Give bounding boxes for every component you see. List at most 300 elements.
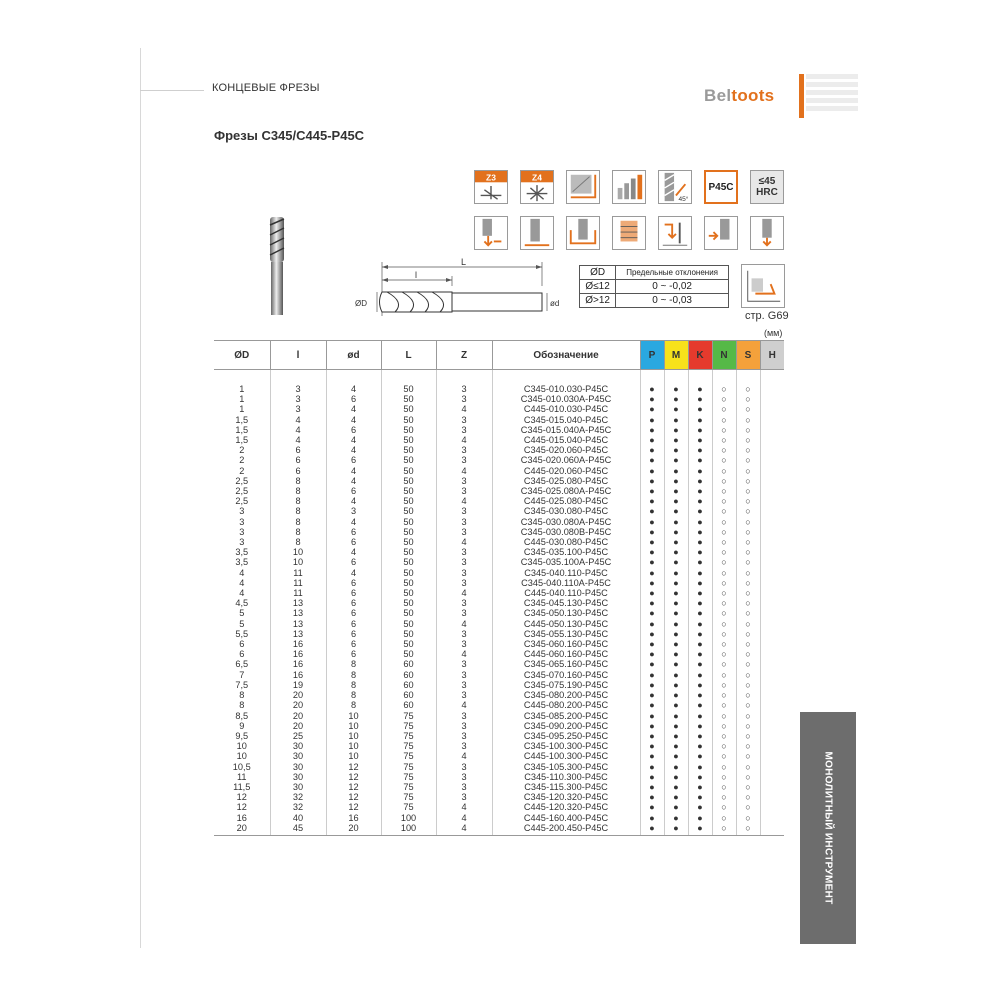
cell-l-cut: 13: [270, 608, 326, 618]
cell-s: ○: [736, 731, 760, 741]
cell-s: ○: [736, 721, 760, 731]
cell-n: ○: [712, 455, 736, 465]
cell-shank-d: 12: [326, 792, 381, 802]
header-h: H: [760, 341, 784, 370]
cell-shank-d: 6: [326, 619, 381, 629]
cell-n: ○: [712, 619, 736, 629]
cell-k: ●: [688, 527, 712, 537]
table-row: [214, 619, 784, 629]
cell-s: ○: [736, 486, 760, 496]
cell-shank-d: 12: [326, 782, 381, 792]
cell-shank-d: 4: [326, 496, 381, 506]
table-row: [214, 537, 784, 547]
cell-z: 3: [436, 415, 492, 425]
cell-p: ●: [640, 537, 664, 547]
cell-p: ●: [640, 527, 664, 537]
spacer-cell: [492, 370, 640, 385]
cell-od: 1,5: [214, 425, 270, 435]
cell-od: 11: [214, 772, 270, 782]
cell-p: ●: [640, 557, 664, 567]
cell-n: ○: [712, 445, 736, 455]
end-cell: [712, 833, 736, 836]
cell-l-cut: 8: [270, 506, 326, 516]
cell-designation: C345-105.300-P45C: [492, 762, 640, 772]
cell-m: ●: [664, 506, 688, 516]
cell-m: ●: [664, 619, 688, 629]
section-title: КОНЦЕВЫЕ ФРЕЗЫ: [212, 82, 320, 94]
table-row: [214, 496, 784, 506]
cell-k: ●: [688, 415, 712, 425]
cell-h: [760, 700, 784, 710]
cell-h: [760, 639, 784, 649]
cell-od: 12: [214, 792, 270, 802]
end-cell: [664, 833, 688, 836]
cell-k: ●: [688, 772, 712, 782]
cell-n: ○: [712, 415, 736, 425]
cell-m: ●: [664, 813, 688, 823]
spacer-cell: [436, 370, 492, 385]
cell-l-cut: 11: [270, 568, 326, 578]
cell-shank-d: 6: [326, 557, 381, 567]
cell-z: 4: [436, 802, 492, 812]
cell-k: ●: [688, 466, 712, 476]
cell-s: ○: [736, 496, 760, 506]
cell-designation: C345-040.110A-P45C: [492, 578, 640, 588]
cell-k: ●: [688, 670, 712, 680]
cell-od: 16: [214, 813, 270, 823]
table-row: [214, 639, 784, 649]
table-row: [214, 721, 784, 731]
cell-h: [760, 517, 784, 527]
cell-designation: C445-020.060-P45C: [492, 466, 640, 476]
cell-z: 3: [436, 772, 492, 782]
cell-k: ●: [688, 721, 712, 731]
cell-k: ●: [688, 649, 712, 659]
cell-designation: C445-030.080-P45C: [492, 537, 640, 547]
square-end-icon: [566, 170, 600, 204]
cell-k: ●: [688, 476, 712, 486]
tol-value: 0 ~ -0,03: [616, 294, 729, 308]
table-row: [214, 598, 784, 608]
table-row: [214, 415, 784, 425]
cell-h: [760, 721, 784, 731]
cell-s: ○: [736, 690, 760, 700]
cell-h: [760, 496, 784, 506]
cell-designation: C345-015.040A-P45C: [492, 425, 640, 435]
cell-shank-d: 8: [326, 690, 381, 700]
cell-m: ●: [664, 445, 688, 455]
cell-m: ●: [664, 649, 688, 659]
hardness-label: ≤45 HRC: [756, 176, 778, 198]
contour-icon: [612, 216, 646, 250]
cell-k: ●: [688, 690, 712, 700]
cell-m: ●: [664, 466, 688, 476]
cell-designation: C445-200.450-P45C: [492, 823, 640, 833]
cell-m: ●: [664, 578, 688, 588]
cell-m: ●: [664, 731, 688, 741]
cell-z: 3: [436, 731, 492, 741]
table-row: [214, 659, 784, 669]
cell-h: [760, 619, 784, 629]
cell-length: 60: [381, 690, 436, 700]
cell-designation: C445-080.200-P45C: [492, 700, 640, 710]
cell-p: ●: [640, 517, 664, 527]
table-row: [214, 588, 784, 598]
cell-s: ○: [736, 394, 760, 404]
cell-n: ○: [712, 506, 736, 516]
cell-n: ○: [712, 496, 736, 506]
cell-k: ●: [688, 404, 712, 414]
table-row: [214, 741, 784, 751]
cell-shank-d: 10: [326, 711, 381, 721]
z3-flutes-icon: [474, 170, 508, 204]
cell-m: ●: [664, 772, 688, 782]
cell-od: 2,5: [214, 496, 270, 506]
table-row: [214, 649, 784, 659]
cell-n: ○: [712, 731, 736, 741]
header-k: K: [688, 341, 712, 370]
cell-length: 60: [381, 700, 436, 710]
cell-k: ●: [688, 802, 712, 812]
cell-m: ●: [664, 598, 688, 608]
cell-z: 3: [436, 762, 492, 772]
cell-z: 3: [436, 547, 492, 557]
cell-length: 50: [381, 629, 436, 639]
cell-l-cut: 13: [270, 619, 326, 629]
cell-designation: C345-010.030-P45C: [492, 384, 640, 394]
cell-p: ●: [640, 690, 664, 700]
cell-s: ○: [736, 384, 760, 394]
cell-p: ●: [640, 711, 664, 721]
table-row: [214, 476, 784, 486]
cell-l-cut: 16: [270, 659, 326, 669]
cell-l-cut: 10: [270, 557, 326, 567]
cell-n: ○: [712, 649, 736, 659]
header-n: N: [712, 341, 736, 370]
cell-shank-d: 6: [326, 527, 381, 537]
cell-k: ●: [688, 486, 712, 496]
cell-shank-d: 4: [326, 547, 381, 557]
cell-od: 10: [214, 751, 270, 761]
cell-p: ●: [640, 486, 664, 496]
cell-shank-d: 6: [326, 629, 381, 639]
cell-z: 3: [436, 455, 492, 465]
cell-od: 7,5: [214, 680, 270, 690]
cell-shank-d: 6: [326, 537, 381, 547]
cell-z: 3: [436, 394, 492, 404]
cell-k: ●: [688, 619, 712, 629]
cell-length: 75: [381, 731, 436, 741]
cell-od: 12: [214, 802, 270, 812]
cell-length: 75: [381, 762, 436, 772]
cell-od: 8: [214, 690, 270, 700]
table-row: [214, 680, 784, 690]
tolerance-graph-icon: [741, 264, 785, 308]
cell-n: ○: [712, 435, 736, 445]
cell-z: 4: [436, 537, 492, 547]
cell-od: 10: [214, 741, 270, 751]
cell-shank-d: 20: [326, 823, 381, 833]
cell-l-cut: 4: [270, 435, 326, 445]
cell-length: 50: [381, 404, 436, 414]
cell-h: [760, 649, 784, 659]
cell-designation: C345-070.160-P45C: [492, 670, 640, 680]
cell-l-cut: 20: [270, 711, 326, 721]
end-cell: [436, 833, 492, 836]
cell-l-cut: 6: [270, 466, 326, 476]
cell-m: ●: [664, 517, 688, 527]
product-table: [214, 340, 784, 836]
cell-z: 3: [436, 517, 492, 527]
cell-h: [760, 537, 784, 547]
cell-h: [760, 568, 784, 578]
cell-n: ○: [712, 588, 736, 598]
cell-s: ○: [736, 425, 760, 435]
cell-l-cut: 32: [270, 792, 326, 802]
cell-k: ●: [688, 547, 712, 557]
cell-s: ○: [736, 445, 760, 455]
cell-h: [760, 557, 784, 567]
cell-od: 2: [214, 445, 270, 455]
cell-p: ●: [640, 731, 664, 741]
cell-shank-d: 12: [326, 762, 381, 772]
cell-length: 50: [381, 455, 436, 465]
cell-m: ●: [664, 823, 688, 833]
cell-h: [760, 598, 784, 608]
cell-p: ●: [640, 455, 664, 465]
side-milling-icon: [520, 216, 554, 250]
cell-s: ○: [736, 762, 760, 772]
cell-od: 6,5: [214, 659, 270, 669]
cell-l-cut: 45: [270, 823, 326, 833]
cell-s: ○: [736, 823, 760, 833]
cell-od: 2,5: [214, 486, 270, 496]
table-row: [214, 568, 784, 578]
cell-l-cut: 6: [270, 445, 326, 455]
brand-bar: [799, 74, 804, 118]
cell-shank-d: 6: [326, 578, 381, 588]
cell-s: ○: [736, 782, 760, 792]
cell-n: ○: [712, 404, 736, 414]
cell-shank-d: 6: [326, 608, 381, 618]
cell-designation: C445-060.160-P45C: [492, 649, 640, 659]
cell-n: ○: [712, 598, 736, 608]
cell-p: ●: [640, 476, 664, 486]
cell-designation: C345-040.110-P45C: [492, 568, 640, 578]
table-row: [214, 711, 784, 721]
cell-p: ●: [640, 762, 664, 772]
cell-od: 20: [214, 823, 270, 833]
cell-k: ●: [688, 557, 712, 567]
cell-p: ●: [640, 598, 664, 608]
cell-n: ○: [712, 486, 736, 496]
cell-p: ●: [640, 568, 664, 578]
cell-length: 60: [381, 680, 436, 690]
header-l-cut: l: [270, 341, 326, 370]
cell-designation: C345-025.080A-P45C: [492, 486, 640, 496]
cell-l-cut: 20: [270, 690, 326, 700]
cell-m: ●: [664, 588, 688, 598]
dim-d: ød: [550, 299, 560, 308]
cell-length: 50: [381, 598, 436, 608]
header-od: ØD: [214, 341, 270, 370]
cell-od: 2: [214, 466, 270, 476]
cell-z: 3: [436, 598, 492, 608]
cell-length: 75: [381, 711, 436, 721]
cell-designation: C345-035.100-P45C: [492, 547, 640, 557]
cell-length: 50: [381, 466, 436, 476]
cell-z: 4: [436, 813, 492, 823]
end-cell: [688, 833, 712, 836]
cell-p: ●: [640, 680, 664, 690]
cell-od: 8,5: [214, 711, 270, 721]
cell-l-cut: 4: [270, 415, 326, 425]
tol-value: 0 ~ -0,02: [616, 280, 729, 294]
cell-n: ○: [712, 527, 736, 537]
cell-designation: C345-115.300-P45C: [492, 782, 640, 792]
cell-od: 3,5: [214, 547, 270, 557]
table-row: [214, 823, 784, 833]
cell-n: ○: [712, 578, 736, 588]
cell-shank-d: 10: [326, 731, 381, 741]
cell-n: ○: [712, 741, 736, 751]
cell-z: 3: [436, 476, 492, 486]
cell-m: ●: [664, 476, 688, 486]
side-tab: [800, 712, 856, 944]
cell-p: ●: [640, 802, 664, 812]
cell-z: 3: [436, 578, 492, 588]
cell-od: 1: [214, 384, 270, 394]
cell-length: 50: [381, 619, 436, 629]
header-shank-d: ød: [326, 341, 381, 370]
cell-s: ○: [736, 670, 760, 680]
cell-m: ●: [664, 711, 688, 721]
table-row: [214, 578, 784, 588]
table-end-row: [214, 833, 784, 836]
cell-m: ●: [664, 608, 688, 618]
cell-h: [760, 659, 784, 669]
cell-designation: C445-100.300-P45C: [492, 751, 640, 761]
header-length: L: [381, 341, 436, 370]
cell-designation: C345-085.200-P45C: [492, 711, 640, 721]
spacer-cell: [214, 370, 270, 385]
cell-h: [760, 813, 784, 823]
cell-h: [760, 486, 784, 496]
cell-p: ●: [640, 496, 664, 506]
cell-l-cut: 11: [270, 578, 326, 588]
cell-n: ○: [712, 537, 736, 547]
cell-n: ○: [712, 721, 736, 731]
tol-d: Ø≤12: [580, 280, 616, 294]
cell-length: 50: [381, 527, 436, 537]
cell-k: ●: [688, 537, 712, 547]
cell-od: 1: [214, 394, 270, 404]
cell-designation: C345-050.130-P45C: [492, 608, 640, 618]
cell-m: ●: [664, 762, 688, 772]
cell-length: 50: [381, 649, 436, 659]
cell-shank-d: 6: [326, 588, 381, 598]
cell-s: ○: [736, 639, 760, 649]
cell-k: ●: [688, 792, 712, 802]
plunging-icon: [750, 216, 784, 250]
cell-k: ●: [688, 568, 712, 578]
cell-od: 2: [214, 455, 270, 465]
cell-designation: C345-065.160-P45C: [492, 659, 640, 669]
coating-icon: [704, 170, 738, 204]
cell-shank-d: 4: [326, 476, 381, 486]
table-row: [214, 762, 784, 772]
tolerance-table: [579, 265, 729, 308]
cell-shank-d: 12: [326, 772, 381, 782]
table-row: [214, 813, 784, 823]
cell-z: 3: [436, 445, 492, 455]
cell-z: 3: [436, 608, 492, 618]
cell-h: [760, 506, 784, 516]
cell-length: 50: [381, 578, 436, 588]
cell-length: 50: [381, 445, 436, 455]
cell-length: 75: [381, 772, 436, 782]
cell-designation: C345-035.100A-P45C: [492, 557, 640, 567]
cell-shank-d: 8: [326, 700, 381, 710]
cell-k: ●: [688, 731, 712, 741]
cell-z: 4: [436, 496, 492, 506]
cell-h: [760, 629, 784, 639]
cell-k: ●: [688, 445, 712, 455]
table-row: [214, 425, 784, 435]
cell-m: ●: [664, 802, 688, 812]
cell-h: [760, 404, 784, 414]
cell-designation: C345-030.080A-P45C: [492, 517, 640, 527]
cell-designation: C445-120.320-P45C: [492, 802, 640, 812]
cell-k: ●: [688, 435, 712, 445]
table-row: [214, 670, 784, 680]
cell-s: ○: [736, 659, 760, 669]
cell-z: 4: [436, 466, 492, 476]
cell-p: ●: [640, 700, 664, 710]
cell-length: 50: [381, 486, 436, 496]
z4-flutes-icon: [520, 170, 554, 204]
cell-p: ●: [640, 435, 664, 445]
cell-z: 4: [436, 700, 492, 710]
cell-m: ●: [664, 486, 688, 496]
cell-n: ○: [712, 394, 736, 404]
cell-k: ●: [688, 741, 712, 751]
cell-k: ●: [688, 517, 712, 527]
cell-l-cut: 16: [270, 670, 326, 680]
cell-z: 3: [436, 782, 492, 792]
cell-p: ●: [640, 445, 664, 455]
cell-z: 3: [436, 568, 492, 578]
cell-m: ●: [664, 435, 688, 445]
table-row: [214, 527, 784, 537]
header-designation: Обозначение: [492, 341, 640, 370]
cell-l-cut: 32: [270, 802, 326, 812]
cell-n: ○: [712, 629, 736, 639]
header-m: M: [664, 341, 688, 370]
cell-designation: C345-075.190-P45C: [492, 680, 640, 690]
cell-z: 3: [436, 721, 492, 731]
cell-length: 50: [381, 384, 436, 394]
z3-label: Z3: [486, 172, 496, 183]
cell-n: ○: [712, 690, 736, 700]
cell-length: 75: [381, 782, 436, 792]
cell-k: ●: [688, 680, 712, 690]
table-row: [214, 802, 784, 812]
cell-designation: C345-045.130-P45C: [492, 598, 640, 608]
cell-k: ●: [688, 639, 712, 649]
cell-k: ●: [688, 629, 712, 639]
cell-s: ○: [736, 588, 760, 598]
